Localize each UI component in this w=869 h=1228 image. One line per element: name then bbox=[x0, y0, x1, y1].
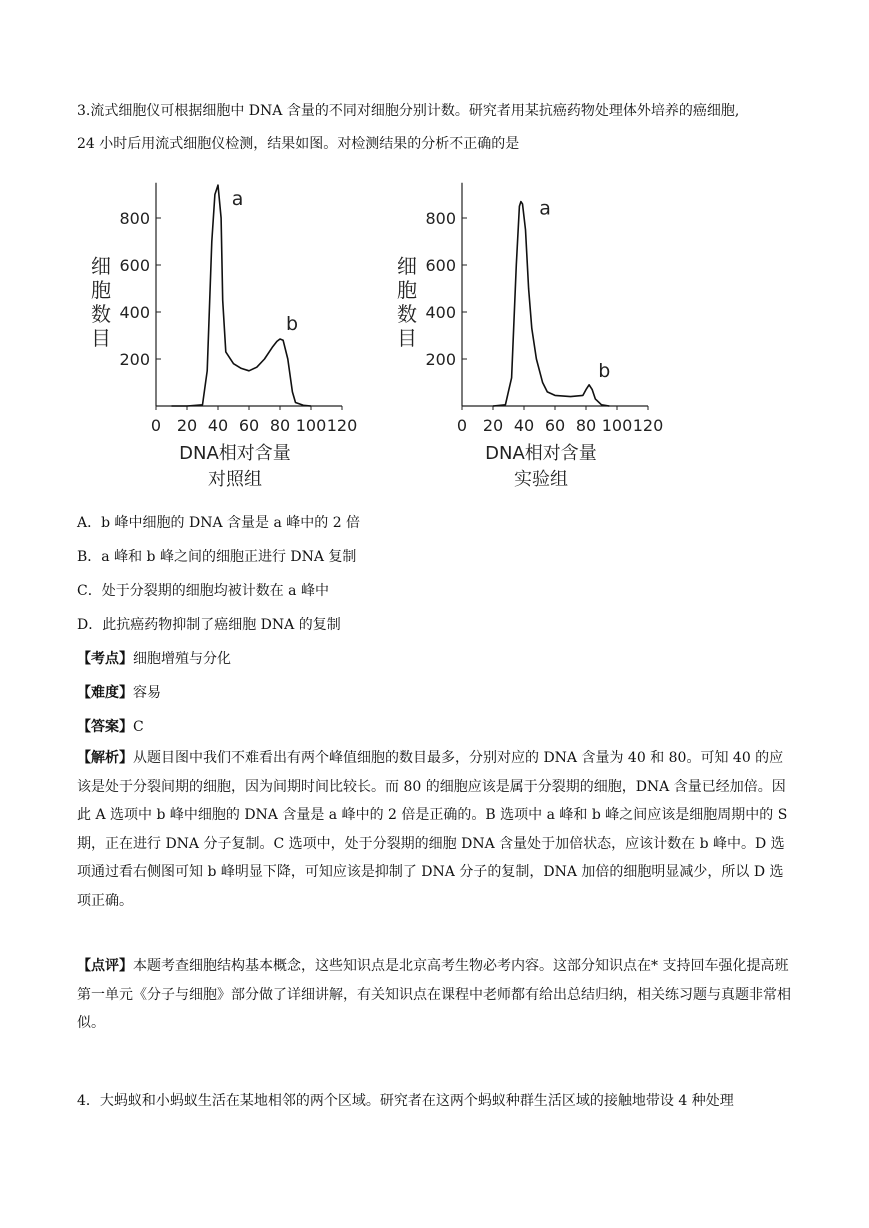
experiment-x-tick-label: 40 bbox=[513, 416, 535, 435]
control-x-tick-label: 0 bbox=[150, 416, 162, 435]
control-y-tick-label: 400 bbox=[119, 303, 150, 322]
experiment-y-label-char: 细 bbox=[397, 254, 417, 278]
dianping-paragraph bbox=[77, 952, 793, 1038]
nandu-label: 【难度】 bbox=[77, 685, 133, 701]
control-x-tick-label: 80 bbox=[269, 416, 291, 435]
control-series-line bbox=[172, 185, 312, 406]
jiexi-text: 从题目图中我们不难看出有两个峰值细胞的数目最多，分别对应的 DNA 含量为 40 和 80。可知 40 的应该是处于分裂间期的细胞，因为间期时间比较长。而 80 的细胞应该是属于分裂期的细胞，DNA 含量已经加倍。因此 A 选项中 b 峰中细胞的 DNA 含量是 a 峰中的 2 倍是正确的。B 选项中 a 峰和 b 峰之间应该是细胞周期中的 S 期，正在进行 DNA 分子复制。C 选项中，处于分裂期的细胞 DNA 含量处于加倍状态，应该计数在 b 峰中。D 选项通过看右侧图可知 b 峰明显下降，可知应该是抑制了 DNA 分子的复制，DNA 加倍的细胞明显减少，所以 D 选项正确。 bbox=[77, 750, 788, 909]
nandu-text: 容易 bbox=[133, 685, 161, 701]
experiment-peak-label-a: a bbox=[539, 197, 551, 220]
control-y-tick-label: 600 bbox=[119, 256, 150, 275]
flow-cytometry-charts bbox=[0, 175, 869, 495]
experiment-y-tick-label: 600 bbox=[425, 256, 456, 275]
experiment-y-tick-label: 800 bbox=[425, 209, 456, 228]
control-x-tick-label: 100 bbox=[295, 416, 327, 435]
control-y-label-char: 细 bbox=[91, 254, 111, 278]
experiment-y-label-char: 胞 bbox=[397, 278, 417, 302]
control-x-tick-label: 60 bbox=[238, 416, 260, 435]
option-b: B．a 峰和 b 峰之间的细胞正进行 DNA 复制 bbox=[77, 549, 357, 565]
control-x-tick-label: 40 bbox=[207, 416, 229, 435]
nandu-row bbox=[77, 682, 161, 702]
question-3-line-2: 24 小时后用流式细胞仪检测，结果如图。对检测结果的分析不正确的是 bbox=[77, 136, 520, 152]
option-d: D．此抗癌药物抑制了癌细胞 DNA 的复制 bbox=[77, 617, 341, 633]
daan-label: 【答案】 bbox=[77, 719, 133, 735]
control-peak-label-b: b bbox=[286, 312, 299, 335]
daan-row bbox=[77, 716, 144, 736]
control-peak-label-a: a bbox=[231, 188, 244, 211]
option-c: C．处于分裂期的细胞均被计数在 a 峰中 bbox=[77, 583, 329, 599]
control-y-label-char: 目 bbox=[91, 326, 111, 350]
experiment-peak-label-b: b bbox=[598, 359, 611, 382]
experiment-x-tick-label: 100 bbox=[601, 416, 633, 435]
experiment-y-tick-label: 200 bbox=[425, 350, 456, 369]
control-title: 对照组 bbox=[208, 469, 262, 490]
daan-text: C bbox=[133, 719, 144, 735]
experiment-x-tick-label: 80 bbox=[575, 416, 597, 435]
question-3-line-1: 3.流式细胞仪可根据细胞中 DNA 含量的不同对细胞分别计数。研究者用某抗癌药物处理体外培养的癌细胞, bbox=[77, 103, 740, 119]
experiment-y-label-char: 目 bbox=[397, 326, 417, 350]
control-x-label: DNA相对含量 bbox=[179, 443, 291, 464]
experiment-x-tick-label: 120 bbox=[632, 416, 664, 435]
experiment-x-tick-label: 60 bbox=[544, 416, 566, 435]
jiexi-paragraph bbox=[77, 744, 793, 915]
experiment-title: 实验组 bbox=[514, 469, 568, 490]
kaodian-row bbox=[77, 648, 231, 668]
control-y-label-char: 数 bbox=[91, 302, 111, 326]
kaodian-text: 细胞增殖与分化 bbox=[133, 651, 231, 667]
control-x-tick-label: 120 bbox=[326, 416, 358, 435]
experiment-x-label: DNA相对含量 bbox=[485, 443, 597, 464]
experiment-x-tick-label: 0 bbox=[456, 416, 468, 435]
dianping-text: 本题考查细胞结构基本概念，这些知识点是北京高考生物必考内容。这部分知识点在* 支持回车强化提高班 第一单元《分子与细胞》部分做了详细讲解，有关知识点在课程中老师都有给出总结归纳，相关练习题与真题非常相似。 bbox=[77, 958, 791, 1031]
jiexi-label: 【解析】 bbox=[77, 750, 133, 766]
experiment-y-tick-label: 400 bbox=[425, 303, 456, 322]
control-y-tick-label: 800 bbox=[119, 209, 150, 228]
option-a: A．b 峰中细胞的 DNA 含量是 a 峰中的 2 倍 bbox=[77, 515, 361, 531]
control-y-tick-label: 200 bbox=[119, 350, 150, 369]
control-y-label-char: 胞 bbox=[91, 278, 111, 302]
dianping-label: 【点评】 bbox=[77, 958, 133, 974]
experiment-y-label-char: 数 bbox=[397, 302, 417, 326]
question-4-line-1: 4．大蚂蚁和小蚂蚁生活在某地相邻的两个区域。研究者在这两个蚂蚁种群生活区域的接触地带设 4 种处理 bbox=[77, 1093, 734, 1109]
kaodian-label: 【考点】 bbox=[77, 651, 133, 667]
experiment-x-tick-label: 20 bbox=[482, 416, 504, 435]
experiment-series-line bbox=[493, 202, 609, 406]
control-x-tick-label: 20 bbox=[176, 416, 198, 435]
